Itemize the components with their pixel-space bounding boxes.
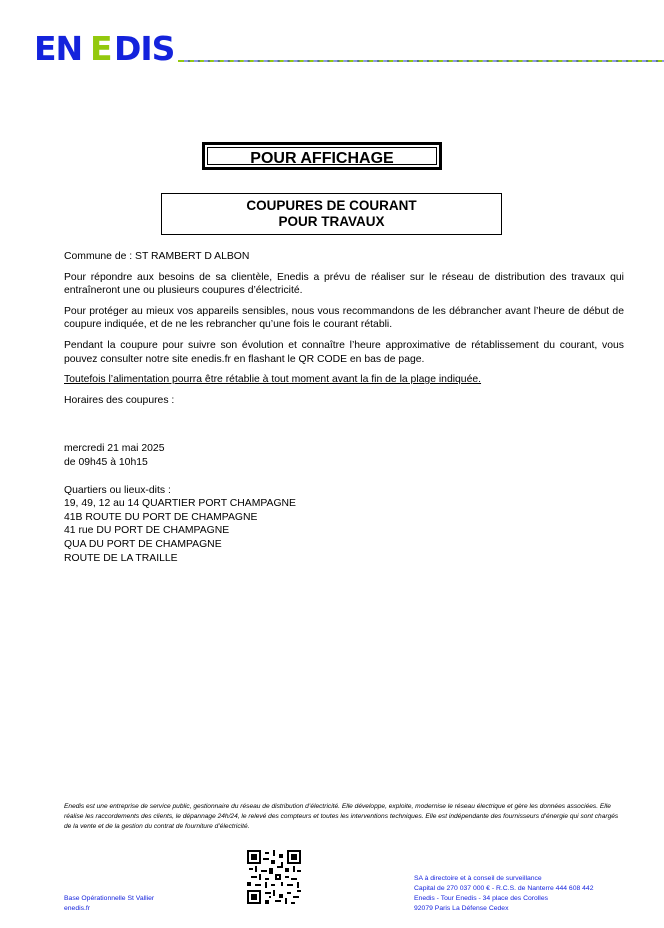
svg-text:E: E: [90, 31, 113, 65]
svg-text:DIS: DIS: [114, 31, 174, 65]
qr-code[interactable]: [247, 850, 301, 904]
coupures-title-line1: COUPURES DE COURANT: [246, 198, 417, 213]
site-link[interactable]: enedis.fr: [64, 905, 91, 912]
affichage-title: POUR AFFICHAGE: [250, 150, 394, 167]
warning-retablissement: Toutefois l’alimentation pourra être rétablie à tout moment avant la fin de la plage indiquée.: [64, 374, 482, 386]
coupure-time: de 09h45 à 10h15: [64, 456, 148, 468]
paragraph-intro: Pour répondre aux besoins de sa clientèle, Enedis a prévu de réaliser sur le réseau de distribution des travaux qui entraîneront une ou plusieurs coupures d’électricité.: [64, 271, 624, 297]
footer-base: [64, 894, 154, 914]
enedis-logo: [34, 31, 174, 65]
quartier-item: 19, 49, 12 au 14 QUARTIER PORT CHAMPAGNE: [64, 498, 296, 510]
quartier-item: ROUTE DE LA TRAILLE: [64, 552, 178, 564]
horaires-label: Horaires des coupures :: [64, 394, 175, 406]
header-divider-accent: [184, 60, 664, 62]
commune: Commune de : ST RAMBERT D ALBON: [64, 251, 250, 262]
notice-body: [64, 250, 624, 565]
quartiers-label: Quartiers ou lieux-dits :: [64, 484, 171, 496]
svg-text:EN: EN: [34, 31, 83, 65]
affichage-title-box: [202, 142, 442, 170]
coupure-date: mercredi 21 mai 2025: [64, 443, 165, 455]
coupures-title-box: [161, 193, 502, 235]
footer-company-info: [414, 874, 593, 914]
qr-code-icon: [247, 850, 301, 904]
spacer: [64, 414, 624, 442]
paragraph-appareils: Pour protéger au mieux vos appareils sensibles, nous vous recommandons de les débrancher avant l’heure de début de coupure indiquée, et de ne les rebrancher qu’une fois le courant rétabli.: [64, 305, 624, 331]
base-operationnelle: Base Opérationnelle St Vallier: [64, 895, 155, 902]
quartier-item: 41B ROUTE DU PORT DE CHAMPAGNE: [64, 511, 258, 523]
quartier-item: QUA DU PORT DE CHAMPAGNE: [64, 538, 222, 550]
company-line: SA à directoire et à conseil de surveillance: [414, 875, 542, 882]
quartier-item: 41 rue DU PORT DE CHAMPAGNE: [64, 525, 230, 537]
enedis-logo-graphic: [34, 31, 174, 65]
paragraph-suivi: Pendant la coupure pour suivre son évolution et connaître l’heure approximative de rétablissement du courant, vous pouvez consulter notre site enedis.fr en flashant le QR CODE en bas de page.: [64, 339, 624, 365]
company-line: Enedis - Tour Enedis - 34 place des Corolles: [414, 895, 548, 902]
legal-notice: Enedis est une entreprise de service public, gestionnaire du réseau de distribution d’électricité. Elle développe, exploite, modernise le réseau électrique et gère les données associées. Elle réalise les raccordements des clients, le dépannage 24h/24, le relevé des compteurs et toutes les interventions techniques. Elle est indépendante des fournisseurs d’énergie qui sont chargés de la vente et de la gestion du contrat de fourniture d’électricité.: [64, 803, 619, 830]
company-line: 92079 Paris La Défense Cedex: [414, 905, 509, 912]
company-line: Capital de 270 037 000 € - R.C.S. de Nanterre 444 608 442: [414, 885, 594, 892]
coupures-title-line2: POUR TRAVAUX: [278, 214, 385, 229]
